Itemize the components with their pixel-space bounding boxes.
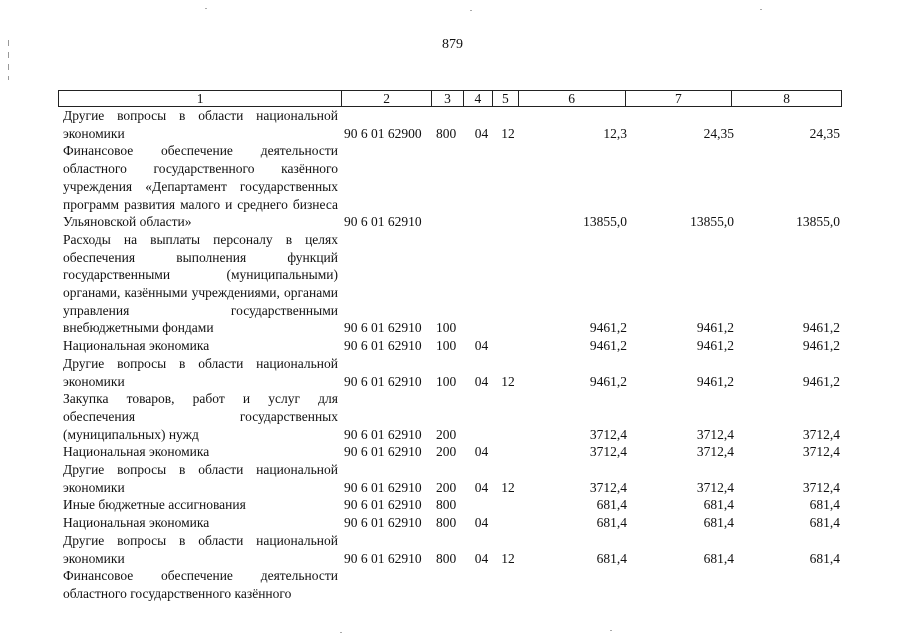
row-amount-col-6: 3712,4 <box>589 426 627 442</box>
row-subsection: 12 <box>501 373 515 389</box>
row-expense-type: 200 <box>436 426 457 442</box>
row-section: 04 <box>474 444 489 460</box>
row-amount-col-6: 681,4 <box>596 515 627 531</box>
row-amount-col-7: 9461,2 <box>696 373 734 389</box>
row-amount-col-6: 681,4 <box>596 550 627 566</box>
row-target-code: 90 6 01 62900 <box>344 125 422 141</box>
row-amount-col-8: 9461,2 <box>802 338 840 354</box>
row-name: Иные бюджетные ассигнования <box>63 497 246 513</box>
header-col-2: 2 <box>342 91 432 106</box>
row-expense-type: 100 <box>436 338 457 354</box>
row-expense-type: 800 <box>436 125 457 141</box>
row-amount-col-7: 9461,2 <box>696 338 734 354</box>
page-number: 879 <box>442 37 463 52</box>
row-expense-type: 800 <box>436 550 457 566</box>
row-name: Закупка товаров, работ и услуг для обеспечения государственных (муниципальных) нужд <box>63 391 338 442</box>
scan-speck <box>340 632 342 633</box>
row-section: 04 <box>474 479 489 495</box>
header-col-1: 1 <box>59 91 342 106</box>
table-row <box>58 461 842 496</box>
row-section: 04 <box>474 515 489 531</box>
row-expense-type: 800 <box>436 515 457 531</box>
row-section: 04 <box>474 338 489 354</box>
row-amount-col-6: 12,3 <box>603 125 627 141</box>
row-expense-type: 100 <box>436 373 457 389</box>
row-amount-col-8: 681,4 <box>809 515 840 531</box>
row-expense-type: 200 <box>436 444 457 460</box>
row-target-code: 90 6 01 62910 <box>344 515 422 531</box>
row-expense-type: 200 <box>436 479 457 495</box>
row-name: Финансовое обеспечение деятельности областного государственного казённого учреждения «Департамент государственных программ развития малого и среднего бизнеса Ульяновской области» <box>63 143 338 230</box>
table-row <box>58 390 842 443</box>
table-row <box>58 355 842 390</box>
row-target-code: 90 6 01 62910 <box>344 373 422 389</box>
row-name: Расходы на выплаты персоналу в целях обеспечения выполнения функций государственными (муниципальными) органами, казёнными учреждениями, органами управления государственными внебюджетными фондами <box>63 231 338 336</box>
row-name: Национальная экономика <box>63 338 210 354</box>
row-amount-col-7: 681,4 <box>703 497 734 513</box>
row-name: Другие вопросы в области национальной экономики <box>63 462 338 495</box>
row-expense-type: 800 <box>436 497 457 513</box>
row-amount-col-8: 9461,2 <box>802 320 840 336</box>
row-target-code: 90 6 01 62910 <box>344 479 422 495</box>
row-amount-col-8: 3712,4 <box>802 426 840 442</box>
scan-speck <box>205 8 207 9</box>
scan-speck <box>470 10 472 11</box>
row-section: 04 <box>474 550 489 566</box>
row-name: Национальная экономика <box>63 444 210 460</box>
header-col-3: 3 <box>432 91 464 106</box>
header-col-7: 7 <box>626 91 733 106</box>
scan-speck <box>760 9 762 10</box>
table-row <box>58 514 842 532</box>
row-amount-col-6: 681,4 <box>596 497 627 513</box>
row-name: Другие вопросы в области национальной экономики <box>63 532 338 566</box>
row-amount-col-7: 3712,4 <box>696 426 734 442</box>
row-target-code: 90 6 01 62910 <box>344 426 422 442</box>
table-row <box>58 532 842 567</box>
row-amount-col-8: 24,35 <box>809 125 840 141</box>
table-header <box>58 90 842 107</box>
row-amount-col-8: 9461,2 <box>802 373 840 389</box>
row-subsection: 12 <box>501 550 515 566</box>
row-name: Другие вопросы в области национальной экономики <box>63 108 338 141</box>
row-amount-col-6: 3712,4 <box>589 444 627 460</box>
row-amount-col-8: 3712,4 <box>802 479 840 495</box>
row-section: 04 <box>474 373 489 389</box>
row-amount-col-8: 681,4 <box>809 497 840 513</box>
row-amount-col-6: 9461,2 <box>589 320 627 336</box>
row-amount-col-8: 681,4 <box>809 550 840 566</box>
header-col-5: 5 <box>493 91 519 106</box>
row-subsection: 12 <box>501 479 515 495</box>
row-amount-col-7: 13855,0 <box>690 214 734 230</box>
table-row <box>58 443 842 461</box>
row-amount-col-6: 13855,0 <box>583 214 627 230</box>
row-target-code: 90 6 01 62910 <box>344 214 422 230</box>
row-amount-col-7: 3712,4 <box>696 479 734 495</box>
row-name: Национальная экономика <box>63 515 210 531</box>
row-amount-col-8: 3712,4 <box>802 444 840 460</box>
row-amount-col-6: 3712,4 <box>589 479 627 495</box>
table-row <box>58 107 842 142</box>
row-amount-col-7: 3712,4 <box>696 444 734 460</box>
row-target-code: 90 6 01 62910 <box>344 550 422 566</box>
row-amount-col-7: 24,35 <box>703 125 734 141</box>
row-subsection: 12 <box>501 125 515 141</box>
table-body <box>58 107 842 603</box>
table-row <box>58 567 842 602</box>
row-name: Другие вопросы в области национальной экономики <box>63 355 338 389</box>
table-row <box>58 337 842 355</box>
row-target-code: 90 6 01 62910 <box>344 320 422 336</box>
row-target-code: 90 6 01 62910 <box>344 444 422 460</box>
row-target-code: 90 6 01 62910 <box>344 338 422 354</box>
row-amount-col-6: 9461,2 <box>589 373 627 389</box>
row-target-code: 90 6 01 62910 <box>344 497 422 513</box>
table-row <box>58 142 842 231</box>
header-col-4: 4 <box>464 91 493 106</box>
row-section: 04 <box>474 125 489 141</box>
row-amount-col-8: 13855,0 <box>796 214 840 230</box>
row-amount-col-7: 9461,2 <box>696 320 734 336</box>
row-amount-col-6: 9461,2 <box>589 338 627 354</box>
table-row <box>58 496 842 514</box>
row-name: Финансовое обеспечение деятельности областного государственного казённого <box>63 568 338 601</box>
row-amount-col-7: 681,4 <box>703 515 734 531</box>
row-expense-type: 100 <box>436 320 457 336</box>
scan-speck <box>610 630 612 631</box>
table-row <box>58 231 842 337</box>
header-col-6: 6 <box>519 91 626 106</box>
row-amount-col-7: 681,4 <box>703 550 734 566</box>
header-col-8: 8 <box>783 91 791 106</box>
